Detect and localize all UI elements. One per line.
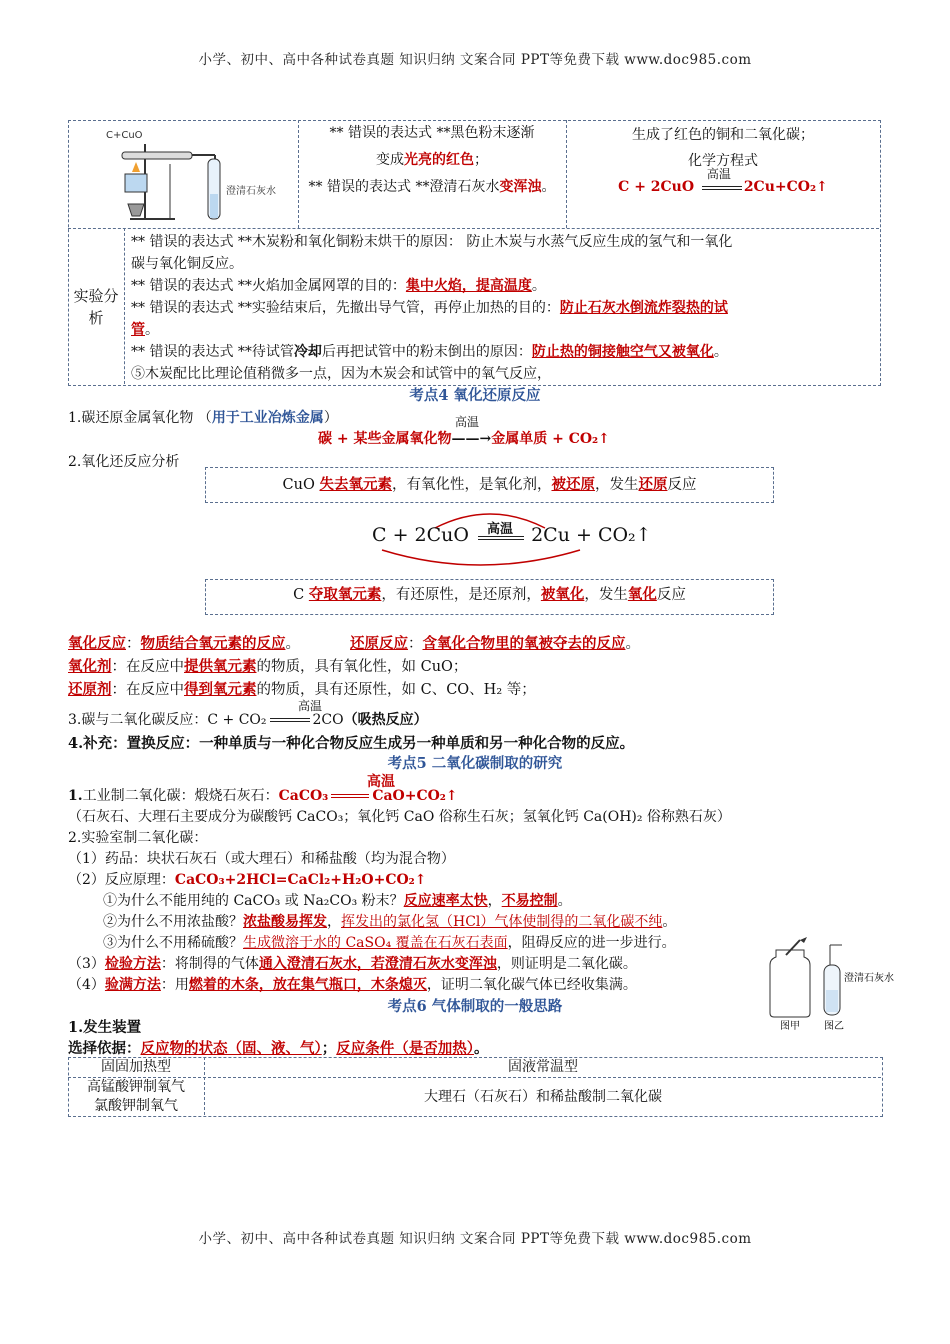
- eq-condition: 高温: [706, 167, 731, 181]
- def-answer: 含氧化合物里的氧被夺去的反应: [422, 635, 626, 652]
- td-line: 高锰酸钾制氧气: [87, 1079, 185, 1095]
- box-answer: 失去氧元素: [319, 476, 392, 493]
- eq-left: CaCO₃: [278, 788, 329, 804]
- phenomenon-line2: ** 错误的表达式 **澄清石灰水: [308, 179, 500, 195]
- def-text: ：在反应中: [111, 659, 184, 675]
- box-answer: 被氧化: [540, 586, 585, 603]
- def-term: 还原反应: [350, 635, 408, 652]
- box-answer: 还原: [638, 476, 668, 493]
- reductant-box: [205, 579, 774, 615]
- kp4-def3: [68, 678, 536, 699]
- q-answer: 浓盐酸易挥发: [243, 914, 327, 930]
- kp6-title: 考点6 气体制取的一般思路: [387, 998, 563, 1015]
- eq-right: 2Cu+CO₂↑: [743, 179, 828, 195]
- conclusion-line2: 化学方程式: [688, 153, 758, 169]
- kp5-s1: [68, 785, 458, 805]
- method-answer: 燃着的木条，放在集气瓶口，木条熄灭: [188, 977, 427, 993]
- table-divider: [124, 228, 125, 384]
- box-text: CuO: [282, 477, 320, 493]
- punct: 。: [541, 179, 556, 195]
- analysis-line: 碳与氧化铜反应。: [131, 256, 243, 272]
- kp5-s1-text: 工业制二氧化碳：煅烧石灰石：: [82, 788, 279, 804]
- td-line: 氯酸钾制氧气: [94, 1098, 178, 1114]
- q-text: ①为什么不能用纯的 CaCO₃ 或 Na₂CO₃ 粉末？: [103, 893, 404, 909]
- kp4-def1: [68, 632, 640, 653]
- box-answer: 氧化: [627, 586, 657, 603]
- kp4-s1: [68, 407, 338, 427]
- kp5-s2: 2.实验室制二氧化碳：: [68, 830, 208, 846]
- analysis-answer: 管: [131, 322, 145, 338]
- method-term: 验满方法: [104, 977, 161, 993]
- box-text: C: [293, 587, 309, 603]
- kp4-s3: [68, 709, 428, 729]
- method-term: 检验方法: [104, 956, 161, 972]
- kp4-s2: 2.氧化还反应分析: [68, 454, 180, 470]
- analysis-bold: 冷却: [293, 344, 322, 360]
- def-text: ：在反应中: [111, 682, 184, 698]
- phenomenon-line1: ** 错误的表达式 **黑色粉末逐渐: [329, 125, 535, 141]
- kp4-s1-text: 1.碳还原金属氧化物 （: [68, 410, 212, 426]
- analysis-content: [131, 231, 876, 385]
- basis-answer: 反应条件（是否加热）: [336, 1040, 474, 1057]
- method-text: ，证明二氧化碳气体已经收集满。: [426, 977, 637, 993]
- eq-right: CaO+CO₂↑: [372, 788, 458, 804]
- th-solid-solid-heat: 固固加热型: [101, 1059, 171, 1075]
- num: 1.: [68, 788, 83, 804]
- kp4-s3-product: 2CO: [312, 712, 344, 728]
- def-term: 氧化剂: [68, 658, 112, 675]
- kp4-title: 考点4 氧化还原反应: [409, 387, 541, 404]
- punct: 。: [713, 344, 728, 360]
- kp6-basis: [68, 1037, 489, 1058]
- q-answer: 反应速率太快: [403, 893, 488, 909]
- kp4-s1-equation: 碳 + 某些金属氧化物——→金属单质 + CO₂↑: [318, 431, 610, 447]
- analysis-text: ** 错误的表达式 **待试管: [131, 344, 294, 360]
- box-answer: 被还原: [551, 476, 595, 493]
- kp5-s2-1: （1）药品：块状石灰石（或大理石）和稀盐酸（均为混合物）: [68, 851, 455, 867]
- def-answer: 物质结合氧元素的反应: [140, 635, 286, 652]
- analysis-answer: 防止石灰水倒流炸裂热的试: [559, 300, 728, 316]
- q-answer: 不易控制: [501, 893, 558, 909]
- punct: 。: [662, 914, 677, 930]
- limewater-label: 澄清石灰水: [226, 186, 276, 197]
- redox-equation: [372, 524, 652, 546]
- eq-left: 碳 + 某些金属氧化物: [318, 431, 452, 447]
- kp5-s2-2: [68, 869, 427, 889]
- analysis-answer: 防止热的铜接触空气又被氧化: [531, 344, 714, 360]
- box-text: ，有氧化性，是氧化剂，: [391, 477, 552, 493]
- kp5-s2-4: [68, 974, 637, 994]
- box-text: ，发生: [584, 587, 628, 603]
- box-text: ，有还原性，是还原剂，: [381, 587, 541, 603]
- def-term: 氧化反应: [68, 635, 126, 652]
- turbid-text: 变浑浊: [499, 179, 542, 195]
- reactant-label: C+CuO: [106, 130, 143, 141]
- analysis-text: ** 错误的表达式 **火焰加金属网罩的目的：: [131, 278, 406, 294]
- table-divider: [298, 120, 299, 228]
- fig-jia-label: 图甲: [780, 1021, 800, 1032]
- page-footer: 小学、初中、高中各种试卷真题 知识归纳 文案合同 PPT等免费下载 www.doc985.com: [198, 1231, 752, 1247]
- punct: 。: [285, 636, 300, 652]
- kp4-s1-condition: 高温: [455, 415, 480, 429]
- kp5-text: （2）反应原理：: [68, 872, 175, 888]
- analysis-label: 实验分析: [73, 287, 119, 327]
- eq-right: 金属单质 + CO₂↑: [491, 431, 610, 447]
- punct: 。: [625, 636, 640, 652]
- box-text: 反应: [667, 477, 697, 493]
- analysis-text: 后再把试管中的粉末倒出的原因：: [321, 344, 532, 360]
- eq-left: C + 2CuO: [618, 179, 695, 195]
- analysis-line: ⑤木炭配比比理论值稍微多一点，因为木炭会和试管中的氧气反应，: [131, 366, 551, 382]
- phenomenon-text: 变成: [376, 152, 404, 168]
- conclusion-line1: 生成了红色的铜和二氧化碳；: [632, 127, 814, 143]
- kp5-title: 考点5 二氧化碳制取的研究: [387, 755, 563, 772]
- page-header: 小学、初中、高中各种试卷真题 知识归纳 文案合同 PPT等免费下载 www.doc985.com: [198, 52, 752, 68]
- eq-right: 2Cu + CO₂↑: [531, 524, 652, 546]
- th-solid-liquid-normal: 固液常温型: [508, 1059, 578, 1075]
- kp5-s2-3: [68, 953, 637, 973]
- method-text: ：将制得的气体: [160, 956, 259, 972]
- def-text: 的物质，具有还原性，如 C、CO、H₂ 等；: [256, 682, 536, 698]
- method-text: ，则证明是二氧化碳。: [496, 956, 637, 972]
- kp4-s3-condition: 高温: [298, 699, 323, 713]
- punct: ：: [408, 636, 423, 652]
- kp5-q2: [103, 911, 676, 931]
- q-text: ，阻碍反应的进一步进行。: [507, 935, 676, 951]
- conclusion-equation: [568, 167, 878, 200]
- analysis-text: ** 错误的表达式 **实验结束后，先撤出导气管，再停止加热的目的：: [131, 300, 560, 316]
- kp4-s3-note: （吸热反应）: [343, 712, 428, 728]
- q-answer: 生成微溶于水的 CaSO₄ 覆盖在石灰石表面: [243, 935, 508, 951]
- phenomenon-cell: [300, 120, 564, 201]
- box-text: ，发生: [594, 477, 639, 493]
- limewater-label: 澄清石灰水: [844, 973, 894, 984]
- num: （3）: [68, 956, 105, 972]
- kp5-s1-note: （石灰石、大理石主要成分为碳酸钙 CaCO₃；氧化钙 CaO 俗称生石灰；氢氧化钙 Ca(OH)₂ 俗称熟石灰）: [68, 809, 731, 825]
- method-text: ：用: [160, 977, 189, 993]
- punct: ，: [487, 893, 502, 909]
- kp4-s4: 4.补充：置换反应：一种单质与一种化合物反应生成另一种单质和另一种化合物的反应。: [68, 735, 635, 752]
- kp6-s1: 1.发生装置: [68, 1019, 142, 1036]
- oxidant-box: [205, 467, 774, 503]
- fig-yi-label: 图乙: [824, 1021, 844, 1032]
- eq-left: C + 2CuO: [372, 524, 469, 546]
- analysis-line: ** 错误的表达式 **木炭粉和氧化铜粉末烘干的原因： 防止木炭与水蒸气反应生成的氢气和一氧化: [131, 234, 733, 250]
- basis-answer: 反应物的状态（固、液、气）: [140, 1040, 322, 1057]
- kp4-def2: [68, 655, 467, 676]
- basis-text: 选择依据：: [68, 1040, 141, 1057]
- punct: ）: [323, 410, 338, 426]
- q-text: ②为什么不用浓盐酸？: [103, 914, 243, 930]
- kp4-s3-text: 3.碳与二氧化碳反应：C + CO₂: [68, 712, 267, 728]
- box-answer: 夺取氧元素: [308, 586, 382, 603]
- eq-condition: 高温: [487, 522, 514, 537]
- def-answer: 得到氧元素: [184, 681, 257, 698]
- table-divider: [68, 228, 879, 229]
- kp5-q3: [103, 932, 676, 952]
- td-heat-examples: [68, 1078, 204, 1116]
- punct: 。: [531, 278, 546, 294]
- red-copper-text: 光亮的红色: [404, 152, 474, 168]
- analysis-answer: 集中火焰，提高温度: [405, 278, 532, 294]
- box-text: 反应: [656, 587, 686, 603]
- punct: ；: [474, 152, 488, 168]
- td-normal-example: 大理石（石灰石）和稀盐酸制二氧化碳: [424, 1089, 662, 1105]
- punct: ；: [321, 1040, 337, 1057]
- table-divider: [566, 120, 567, 228]
- def-answer: 提供氧元素: [184, 658, 257, 675]
- q-answer: 挥发出的氯化氢（HCl）气体使制得的二氧化碳不纯: [341, 914, 663, 930]
- kp5-s1-condition: 高温: [367, 774, 395, 790]
- punct: ，: [327, 914, 341, 930]
- punct: 。: [474, 1040, 489, 1057]
- punct: 。: [145, 322, 159, 338]
- def-text: 的物质，具有氧化性，如 CuO；: [256, 659, 468, 675]
- def-term: 还原剂: [68, 681, 112, 698]
- punct: ：: [126, 636, 141, 652]
- kp5-q1: [103, 890, 572, 910]
- kp5-equation: CaCO₃+2HCl=CaCl₂+H₂O+CO₂↑: [174, 872, 427, 888]
- num: （4）: [68, 977, 105, 993]
- method-answer: 通入澄清石灰水，若澄清石灰水变浑浊: [258, 956, 497, 972]
- conclusion-cell: [568, 122, 878, 200]
- q-text: ③为什么不用稀硫酸？: [103, 935, 243, 951]
- carbon-reduction-apparatus: [100, 124, 290, 224]
- kp4-s1-blue: 用于工业冶炼金属: [211, 410, 324, 426]
- punct: 。: [557, 893, 572, 909]
